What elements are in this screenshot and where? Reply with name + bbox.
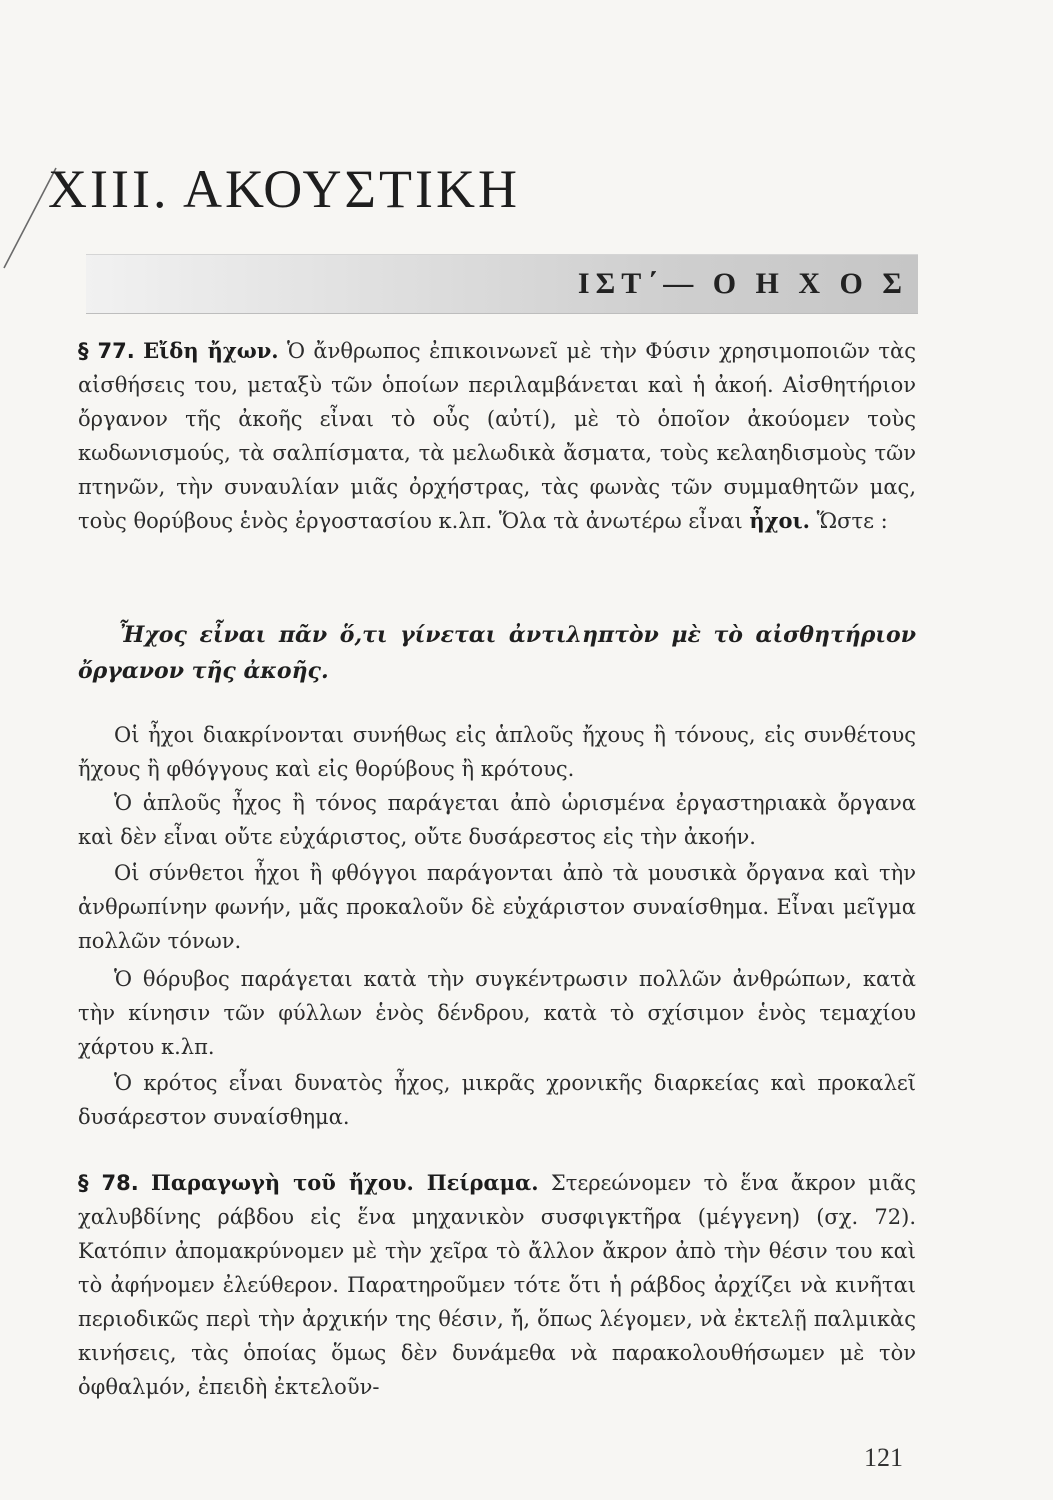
paragraph-text: Ὁ ἄνθρωπος ἐπικοινωνεῖ μὲ τὴν Φύσιν χρησιμοποιῶν τὰς αἰσθήσεις του, μεταξὺ τῶν ὁποίων περιλαμβάνεται καὶ ἡ ἀκοή. Αἰσθητήριον ὄργανον τῆς ἀκοῆς εἶναι τὸ οὖς (αὐτί), μὲ τὸ ὁποῖον ἀκούομεν τοὺς κωδωνισμούς, τὰ σαλπίσματα, τὰ μελωδικὰ ἄσματα, τοὺς κελαηδισμοὺς τῶν πτηνῶν, τὴν συναυλίαν μιᾶς ὀρχήστρας, τὰς φωνὰς τῶν συμμαθητῶν μας, τοὺς θορύβους ἑνὸς ἐργοστασίου κ.λπ. Ὅλα τὰ ἀνωτέρω εἶναι [78,339,916,533]
paragraph-78 [78,1166,916,1404]
paragraph-crack: Ὁ κρότος εἶναι δυνατὸς ἦχος, μικρᾶς χρονικῆς διαρκείας καὶ προκαλεῖ δυσάρεστον συναίσθημα. [78,1071,916,1129]
section-number: § 78. [78,1171,139,1195]
emphasis-term: ἦχοι. [749,508,810,533]
paragraph-noise: Ὁ θόρυβος παράγεται κατὰ τὴν συγκέντρωσιν πολλῶν ἀνθρώπων, κατὰ τὴν κίνησιν τῶν φύλλων ἑνὸς δένδρου, κατὰ τὸ σχίσιμον ἑνὸς τεμαχίου χάρτου κ.λπ. [78,967,916,1059]
section-heading: Παραγωγὴ τοῦ ἤχου. Πείραμα. [151,1170,539,1195]
section-heading: Εἴδη ἤχων. [143,338,279,363]
paragraph-text: Στερεώνομεν τὸ ἕνα ἄκρον μιᾶς χαλυβδίνης ράβδου εἰς ἕνα μηχανικὸν συσφιγκτῆρα (μέγγενη) (σχ. 72). Κατόπιν ἀπομακρύνομεν μὲ τὴν χεῖρα τὸ ἄλλον ἄκρον ἀπὸ τὴν θέσιν του καὶ τὸ ἀφήνομεν ἐλεύθερον. Παρατηροῦμεν τότε ὅτι ἡ ράβδος ἀρχίζει νὰ κινῆται περιοδικῶς περὶ τὴν ἀρχικήν της θέσιν, ἤ, ὅπως λέγομεν, νὰ ἐκτελῇ παλμικὰς κινήσεις, τὰς ὁποίας ὅμως δὲν δυνάμεθα νὰ παρακολουθήσωμεν μὲ τὸν ὀφθαλμόν, ἐπειδὴ ἐκτελοῦν- [78,1171,917,1399]
section-header-band [86,254,918,314]
definition-statement: Ἦχος εἶναι πᾶν ὅ,τι γίνεται ἀντιληπτὸν μὲ τὸ αἰσθητήριον ὄργανον τῆς ἀκοῆς. [78,622,916,684]
paragraph-simple-tone: Ὁ ἁπλοῦς ἦχος ἢ τόνος παράγεται ἀπὸ ὡρισμένα ἐργαστηριακὰ ὄργανα καὶ δὲν εἶναι οὔτε εὐχάριστος, οὔτε δυσάρεστος εἰς τὴν ἀκοήν. [78,791,916,849]
section-number: § 77. [78,339,135,363]
paragraph-text: Ὥστε : [809,509,888,533]
chapter-title: ΧΙΙΙ. ΑΚΟΥΣΤΙΚΗ [48,159,520,219]
page-number: 121 [864,1443,903,1472]
paragraph-77-intro [78,334,916,538]
section-title: ΙΣΤ΄— Ο Η Χ Ο Σ [577,267,908,300]
paragraph-compound-sounds: Οἱ σύνθετοι ἦχοι ἢ φθόγγοι παράγονται ἀπὸ τὰ μουσικὰ ὄργανα καὶ τὴν ἀνθρωπίνην φωνήν, μᾶς προκαλοῦν δὲ εὐχάριστον συναίσθημα. Εἶναι μεῖγμα πολλῶν τόνων. [78,861,916,953]
paragraph-sound-types: Οἱ ἦχοι διακρίνονται συνήθως εἰς ἁπλοῦς ἤχους ἢ τόνους, εἰς συνθέτους ἤχους ἢ φθόγγους καὶ εἰς θορύβους ἢ κρότους. [78,723,916,781]
